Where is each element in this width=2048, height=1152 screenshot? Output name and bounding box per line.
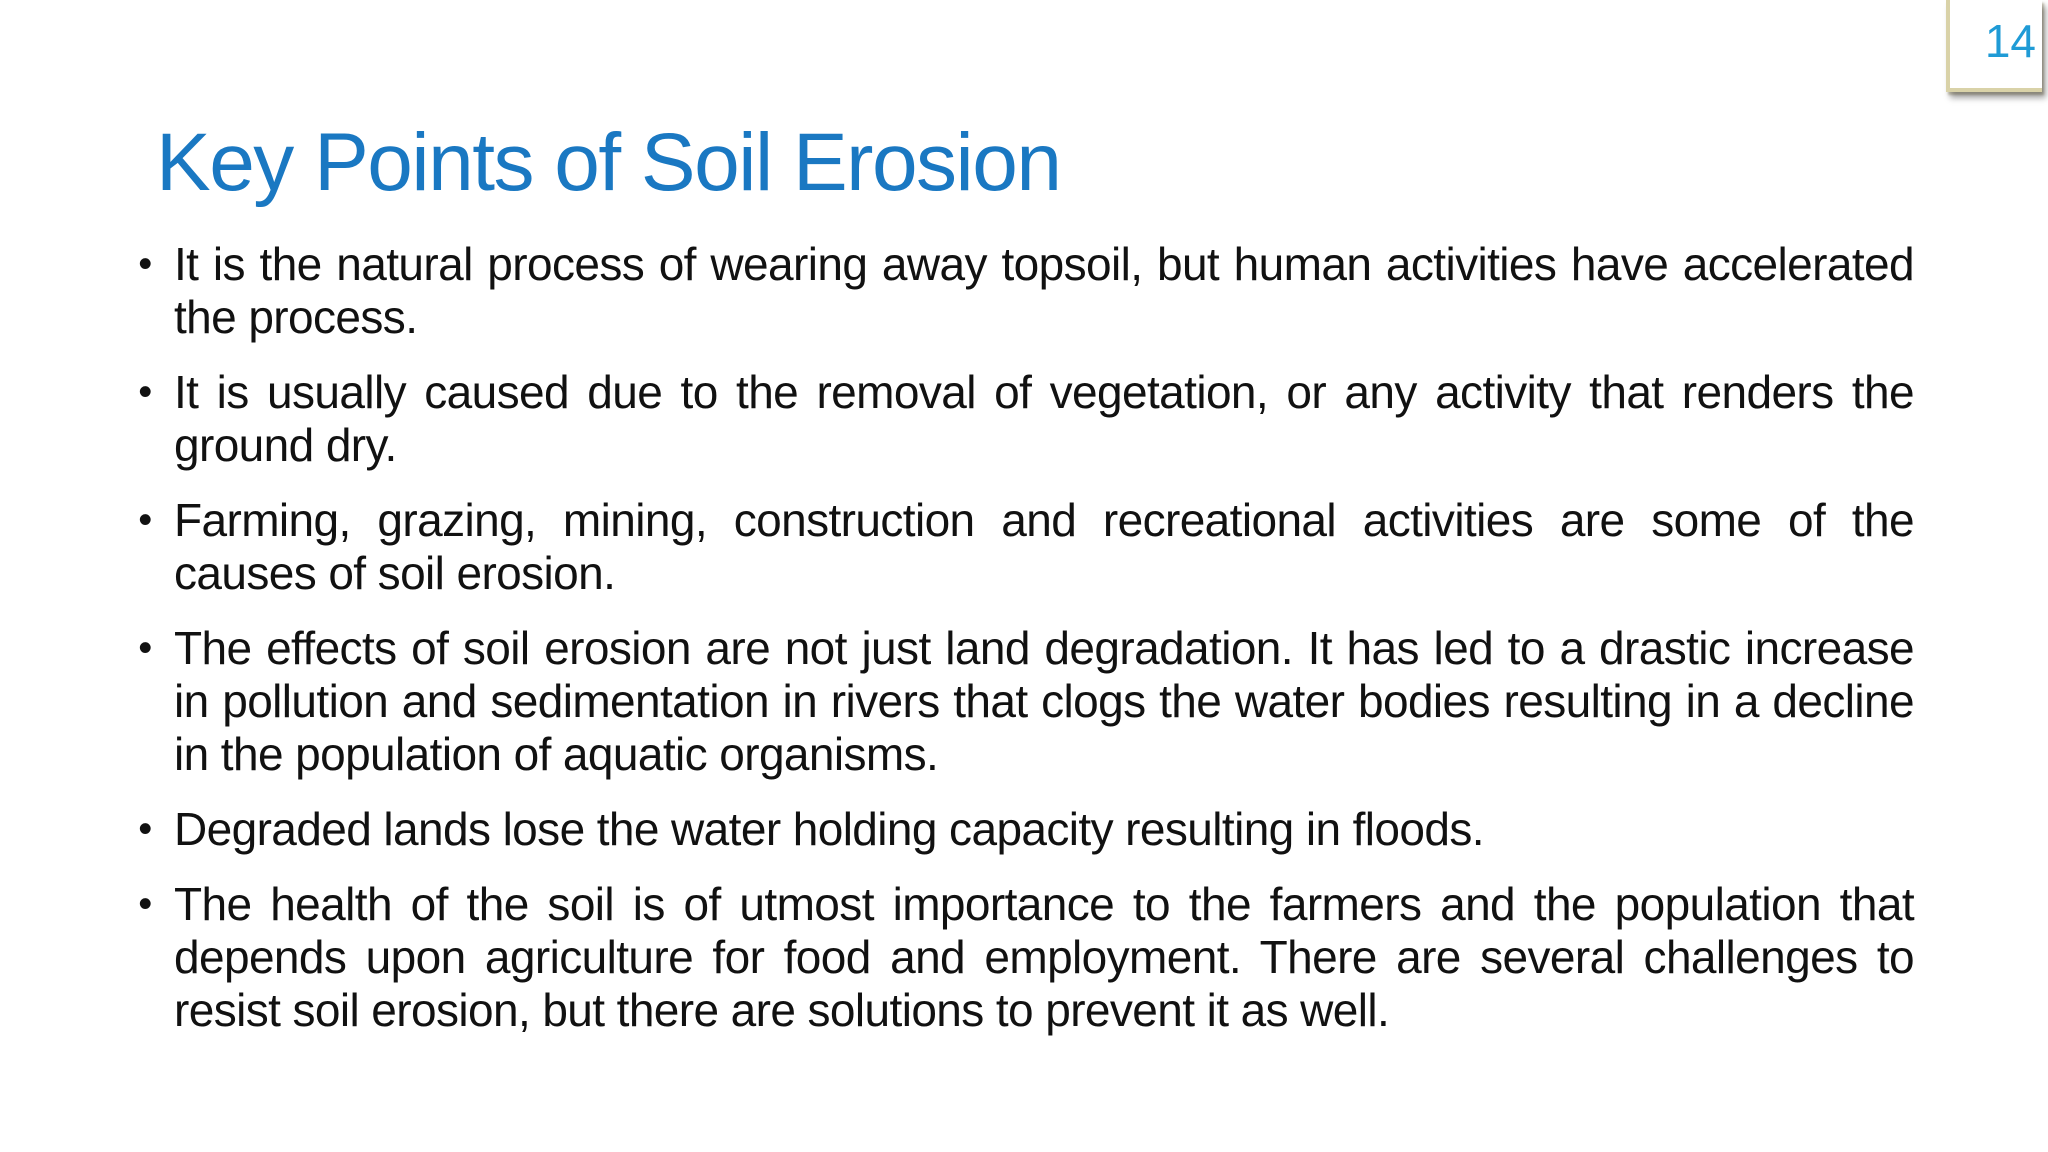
bullet-item xyxy=(130,366,1914,472)
page-number: 14 xyxy=(1984,15,2036,67)
bullet-dot-icon: • xyxy=(138,498,152,542)
bullet-dot-icon: • xyxy=(138,882,152,926)
page-number-badge xyxy=(1946,0,2042,92)
bullet-text: Degraded lands lose the water holding capacity resulting in floods. xyxy=(174,803,1484,855)
bullet-text: It is usually caused due to the removal of vegetation, or any activity that renders the ground dry. xyxy=(174,366,1914,471)
bullet-item xyxy=(130,803,1914,856)
bullet-text: The health of the soil is of utmost importance to the farmers and the population that depends upon agriculture for food and employment. There are several challenges to resist soil erosion, but there are solutions to prevent it as well. xyxy=(174,878,1914,1036)
bullet-item xyxy=(130,878,1914,1037)
bullet-dot-icon: • xyxy=(138,242,152,286)
bullet-item xyxy=(130,494,1914,600)
bullet-list xyxy=(130,238,1914,1059)
bullet-text: It is the natural process of wearing away topsoil, but human activities have accelerated the process. xyxy=(174,238,1914,343)
bullet-text: The effects of soil erosion are not just land degradation. It has led to a drastic increase in pollution and sedimentation in rivers that clogs the water bodies resulting in a decline in the population of aquatic organisms. xyxy=(174,622,1914,780)
bullet-dot-icon: • xyxy=(138,807,152,851)
bullet-dot-icon: • xyxy=(138,370,152,414)
bullet-text: Farming, grazing, mining, construction and recreational activities are some of the causes of soil erosion. xyxy=(174,494,1914,599)
bullet-item xyxy=(130,238,1914,344)
slide-title: Key Points of Soil Erosion xyxy=(156,117,1061,208)
bullet-dot-icon: • xyxy=(138,626,152,670)
bullet-item xyxy=(130,622,1914,781)
